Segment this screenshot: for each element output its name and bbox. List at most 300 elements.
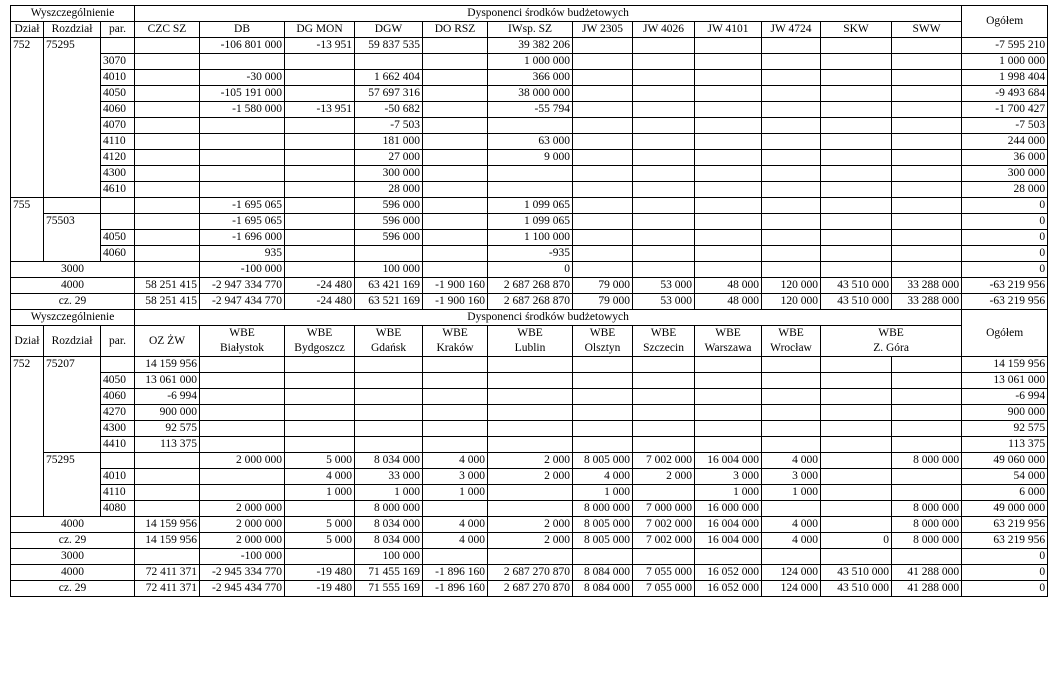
value-cell [423,102,488,118]
value-cell [821,182,892,198]
value-cell [135,453,200,469]
column-header: SKW [821,22,892,38]
value-cell [200,182,285,198]
column-header-line1: WBE [778,327,804,339]
rozdzial-header: Rozdział [44,22,101,38]
dzial-header: Dział [11,326,44,357]
value-cell [762,198,821,214]
value-cell: 7 002 000 [633,453,695,469]
value-cell [762,166,821,182]
value-cell: 300 000 [355,166,423,182]
summary-value-cell [762,549,821,565]
value-cell [285,389,355,405]
value-cell [892,389,962,405]
value-cell: 4 000 [573,469,633,485]
value-cell: 14 159 956 [135,357,200,373]
value-cell [573,182,633,198]
value-cell: -1 580 000 [200,102,285,118]
dzial-cell: 755 [11,198,44,262]
value-cell [285,405,355,421]
table-row [11,405,1048,421]
total-cell: 92 575 [962,421,1048,437]
value-cell [200,150,285,166]
value-cell [135,70,200,86]
dzial-cell: 752 [11,38,44,198]
rozdzial-cell: 75503 [44,214,101,262]
value-cell [285,421,355,437]
total-header: Ogółem [962,6,1048,38]
par-cell: 4010 [101,469,135,485]
value-cell [423,437,488,453]
par-cell: 4270 [101,405,135,421]
total-cell: 28 000 [962,182,1048,198]
value-cell [892,38,962,54]
summary-row [11,278,1048,294]
value-cell: 2 000 000 [200,501,285,517]
value-cell: 1 000 [423,485,488,501]
summary-label: 4000 [11,278,135,294]
value-cell: 33 000 [355,469,423,485]
summary-total-cell: 0 [962,581,1048,597]
budget-table [10,5,1048,597]
par-cell: 4300 [101,166,135,182]
summary-value-cell: 43 510 000 [821,294,892,310]
value-cell [892,150,962,166]
table-row [11,182,1048,198]
table-row [11,469,1048,485]
value-cell [633,485,695,501]
value-cell [135,150,200,166]
value-cell [762,214,821,230]
value-cell [633,102,695,118]
summary-value-cell: 14 159 956 [135,533,200,549]
value-cell [633,405,695,421]
value-cell [821,166,892,182]
summary-value-cell: 58 251 415 [135,278,200,294]
table-row [11,421,1048,437]
value-cell: -13 951 [285,102,355,118]
par-cell: 4300 [101,421,135,437]
column-header: DG MON [285,22,355,38]
dzial-cell: 752 [11,357,44,517]
summary-value-cell: 4 000 [762,517,821,533]
column-header-line1: OZ ŻW [148,334,186,347]
par-cell: 3070 [101,54,135,70]
value-cell: 1 100 000 [488,230,573,246]
value-cell [821,118,892,134]
summary-value-cell [423,549,488,565]
value-cell [821,86,892,102]
value-cell [892,118,962,134]
value-cell [423,246,488,262]
column-header-line1: WBE [878,327,904,339]
value-cell: 4 000 [762,453,821,469]
value-cell [573,134,633,150]
value-cell: -13 951 [285,38,355,54]
par-cell [101,453,135,469]
total-cell: 49 000 000 [962,501,1048,517]
table-row [11,501,1048,517]
summary-label: cz. 29 [11,294,135,310]
summary-value-cell: -1 896 160 [423,581,488,597]
value-cell [135,214,200,230]
summary-value-cell: 2 687 268 870 [488,278,573,294]
value-cell [285,230,355,246]
value-cell [762,54,821,70]
value-cell [892,166,962,182]
summary-value-cell: 124 000 [762,565,821,581]
table-row [11,166,1048,182]
value-cell [695,389,762,405]
value-cell [423,373,488,389]
value-cell: 57 697 316 [355,86,423,102]
value-cell [633,246,695,262]
value-cell [695,405,762,421]
summary-total-cell: 0 [962,549,1048,565]
summary-value-cell: 14 159 956 [135,517,200,533]
value-cell [821,102,892,118]
value-cell [135,134,200,150]
value-cell [892,102,962,118]
summary-value-cell: -1 900 160 [423,294,488,310]
value-cell [285,166,355,182]
par-cell: 4050 [101,373,135,389]
rozdzial-cell: 75295 [44,38,101,198]
total-cell: 0 [962,198,1048,214]
value-cell [573,166,633,182]
value-cell [762,405,821,421]
summary-value-cell [135,549,200,565]
summary-value-cell: 43 510 000 [821,565,892,581]
par-cell: 4060 [101,389,135,405]
value-cell: -50 682 [355,102,423,118]
value-cell [821,214,892,230]
summary-value-cell: -24 480 [285,278,355,294]
value-cell: 2 000 [488,453,573,469]
value-cell [633,166,695,182]
value-cell: 2 000 000 [200,453,285,469]
value-cell [285,70,355,86]
summary-row [11,533,1048,549]
summary-value-cell [633,262,695,278]
column-header [285,326,355,357]
value-cell [633,421,695,437]
summary-value-cell: 2 687 268 870 [488,294,573,310]
summary-value-cell: 2 000 000 [200,517,285,533]
value-cell: 1 000 [762,485,821,501]
column-header [200,326,285,357]
value-cell [488,357,573,373]
value-cell [423,166,488,182]
table-row [11,86,1048,102]
summary-label: 4000 [11,565,135,581]
value-cell [573,246,633,262]
value-cell [762,246,821,262]
summary-value-cell: 7 002 000 [633,517,695,533]
value-cell [633,389,695,405]
value-cell: -1 695 065 [200,214,285,230]
par-cell: 4070 [101,118,135,134]
value-cell [762,501,821,517]
value-cell: 59 837 535 [355,38,423,54]
par-cell: 4110 [101,134,135,150]
total-cell: 13 061 000 [962,373,1048,389]
value-cell: 3 000 [762,469,821,485]
value-cell [355,246,423,262]
summary-value-cell: -100 000 [200,549,285,565]
summary-value-cell: 8 084 000 [573,565,633,581]
value-cell: 596 000 [355,230,423,246]
summary-value-cell: 79 000 [573,278,633,294]
value-cell: 1 000 [285,485,355,501]
column-header: DGW [355,22,423,38]
value-cell [488,118,573,134]
summary-total-cell: 63 219 956 [962,533,1048,549]
column-header [355,326,423,357]
value-cell [135,469,200,485]
column-header-line1: WBE [715,327,741,339]
value-cell [695,134,762,150]
summary-value-cell [633,549,695,565]
summary-value-cell: 71 555 169 [355,581,423,597]
value-cell [695,373,762,389]
column-header [573,326,633,357]
value-cell [821,150,892,166]
value-cell [285,214,355,230]
summary-value-cell: 63 521 169 [355,294,423,310]
value-cell [355,405,423,421]
summary-value-cell: 8 005 000 [573,533,633,549]
value-cell [821,421,892,437]
value-cell [200,118,285,134]
value-cell [695,246,762,262]
value-cell [633,118,695,134]
summary-value-cell: 2 000 000 [200,533,285,549]
value-cell [285,54,355,70]
value-cell [423,214,488,230]
value-cell [423,38,488,54]
value-cell [573,437,633,453]
value-cell [423,70,488,86]
value-cell [573,230,633,246]
value-cell [762,134,821,150]
table-row [11,230,1048,246]
summary-value-cell [135,262,200,278]
value-cell [633,134,695,150]
value-cell [762,357,821,373]
summary-value-cell: 5 000 [285,517,355,533]
value-cell [821,405,892,421]
value-cell: 8 000 000 [892,453,962,469]
rozdzial-cell: 75207 [44,357,101,453]
summary-value-cell [821,517,892,533]
summary-value-cell: 2 687 270 870 [488,581,573,597]
summary-row [11,262,1048,278]
column-header-line2: Szczecin [643,342,684,354]
summary-value-cell: 120 000 [762,294,821,310]
value-cell: 13 061 000 [135,373,200,389]
value-cell [762,118,821,134]
summary-label: cz. 29 [11,581,135,597]
total-cell: 0 [962,230,1048,246]
value-cell [633,198,695,214]
summary-value-cell: 8 005 000 [573,517,633,533]
value-cell [695,421,762,437]
summary-label: 4000 [11,517,135,533]
value-cell [573,357,633,373]
summary-value-cell [285,262,355,278]
summary-value-cell: 33 288 000 [892,294,962,310]
summary-value-cell: 124 000 [762,581,821,597]
summary-value-cell: 2 000 [488,517,573,533]
value-cell [695,102,762,118]
value-cell: 2 000 [633,469,695,485]
value-cell: -935 [488,246,573,262]
summary-value-cell [892,549,962,565]
rozdzial-cell: 75295 [44,453,101,517]
column-header-line2: Wrocław [770,342,812,354]
value-cell [892,485,962,501]
value-cell [135,38,200,54]
value-cell: 16 000 000 [695,501,762,517]
value-cell [135,118,200,134]
value-cell: 181 000 [355,134,423,150]
value-cell: 1 099 065 [488,214,573,230]
summary-value-cell: 8 034 000 [355,533,423,549]
summary-value-cell: -2 947 434 770 [200,294,285,310]
summary-value-cell [573,549,633,565]
value-cell [355,357,423,373]
summary-value-cell: 4 000 [762,533,821,549]
total-cell: 6 000 [962,485,1048,501]
value-cell: 1 000 000 [488,54,573,70]
column-header: IWsp. SZ [488,22,573,38]
column-header-line2: Gdańsk [370,342,407,354]
summary-value-cell: -1 900 160 [423,278,488,294]
column-header: JW 4026 [633,22,695,38]
value-cell [633,214,695,230]
column-header: JW 4101 [695,22,762,38]
value-cell [892,230,962,246]
value-cell [821,134,892,150]
value-cell [762,182,821,198]
summary-value-cell: 8 000 000 [892,517,962,533]
value-cell: -30 000 [200,70,285,86]
group-header: Wyszczególnienie [11,6,135,22]
value-cell: 38 000 000 [488,86,573,102]
value-cell [573,421,633,437]
column-header: DB [200,22,285,38]
value-cell [573,86,633,102]
column-header [821,326,962,357]
value-cell [573,102,633,118]
value-cell [423,230,488,246]
par-cell: 4050 [101,230,135,246]
value-cell: 1 000 [695,485,762,501]
value-cell [423,405,488,421]
disponenci-header: Dysponenci środków budżetowych [135,6,962,22]
total-cell: 49 060 000 [962,453,1048,469]
column-header-line1: WBE [306,327,333,339]
value-cell [633,70,695,86]
value-cell [821,230,892,246]
value-cell [423,182,488,198]
value-cell [135,166,200,182]
total-cell: 1 000 000 [962,54,1048,70]
summary-value-cell: -100 000 [200,262,285,278]
value-cell [695,150,762,166]
total-cell: -7 595 210 [962,38,1048,54]
column-header: CZC SZ [135,22,200,38]
value-cell [488,166,573,182]
value-cell: 1 000 [355,485,423,501]
summary-value-cell: 16 004 000 [695,517,762,533]
value-cell [892,246,962,262]
group-header: Wyszczególnienie [11,310,135,326]
value-cell [821,357,892,373]
total-cell: -9 493 684 [962,86,1048,102]
value-cell: -106 801 000 [200,38,285,54]
value-cell [355,421,423,437]
value-cell [573,389,633,405]
value-cell [285,182,355,198]
summary-value-cell [762,262,821,278]
value-cell [892,134,962,150]
value-cell: 16 004 000 [695,453,762,469]
value-cell [423,501,488,517]
table-row [11,198,1048,214]
value-cell [285,86,355,102]
total-cell: -7 503 [962,118,1048,134]
value-cell [892,86,962,102]
value-cell [762,373,821,389]
value-cell [695,118,762,134]
table-row [11,70,1048,86]
value-cell [762,150,821,166]
column-header-line2: Kraków [436,342,474,354]
table-row [11,485,1048,501]
value-cell [762,421,821,437]
summary-value-cell: -24 480 [285,294,355,310]
value-cell [762,86,821,102]
table-row [11,150,1048,166]
summary-label: 3000 [11,262,135,278]
value-cell [488,437,573,453]
value-cell [135,485,200,501]
total-cell: 36 000 [962,150,1048,166]
value-cell [573,150,633,166]
column-header-line2: Białystok [219,342,265,354]
value-cell [762,38,821,54]
value-cell: 63 000 [488,134,573,150]
value-cell [762,230,821,246]
value-cell: 8 034 000 [355,453,423,469]
value-cell [892,437,962,453]
value-cell [573,54,633,70]
column-header: DO RSZ [423,22,488,38]
value-cell: 596 000 [355,198,423,214]
value-cell [135,230,200,246]
column-header-line1: WBE [229,327,255,339]
value-cell [892,357,962,373]
value-cell [695,70,762,86]
summary-value-cell: 0 [488,262,573,278]
value-cell [695,86,762,102]
value-cell [695,214,762,230]
summary-value-cell: 63 421 169 [355,278,423,294]
par-cell: 4080 [101,501,135,517]
value-cell [821,246,892,262]
